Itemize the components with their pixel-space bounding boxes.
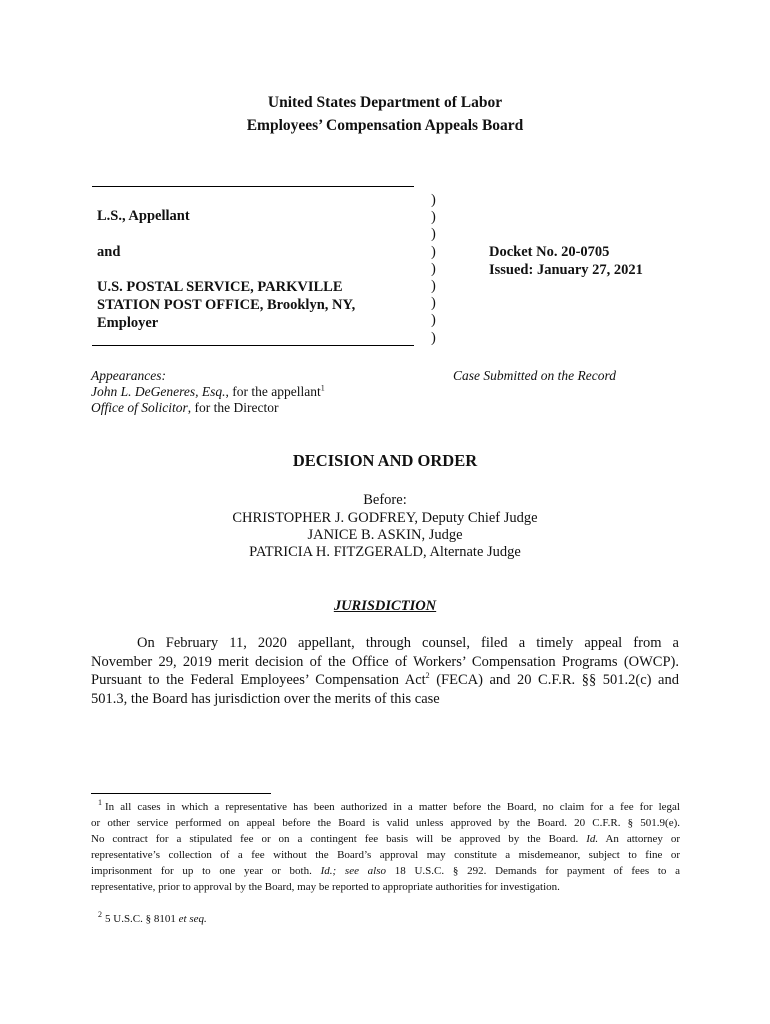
caption-bottom-rule <box>92 345 414 346</box>
caption-top-rule <box>92 186 414 187</box>
footnote-1-see-also: Id.; see also <box>320 865 387 877</box>
director-rep-role: , for the Director <box>187 400 279 415</box>
caption-parentheses: ) ) ) ) ) ) ) ) ) <box>431 192 436 346</box>
caption-and: and <box>97 244 121 260</box>
jurisdiction-line-2: November 29, 2019 merit decision of the Office of Workers’ Compensation Programs (OWCP). <box>91 654 679 670</box>
footnote-1-line-6: representative, prior to approval by the Board, may be reported to appropriate authorities for investigation. <box>91 881 560 893</box>
footnote-1-line-4: representative’s collection of a fee without the Board’s approval may constitute a misdemeanor, subject to fine or <box>91 849 680 861</box>
appellant-representative <box>91 384 325 400</box>
issued-date: Issued: January 27, 2021 <box>489 262 643 278</box>
jurisdiction-heading: JURISDICTION <box>333 598 437 614</box>
jurisdiction-line-3 <box>91 671 679 690</box>
footnote-1-text-3b: An attorney or <box>605 833 681 845</box>
judge-godfrey: CHRISTOPHER J. GODFREY, Deputy Chief Judge <box>232 510 538 526</box>
director-representative <box>91 400 278 416</box>
footnote-1-number: 1 <box>98 798 102 808</box>
footnote-1-id: Id. <box>586 833 599 845</box>
cfr-reference: (FECA) and 20 C.F.R. §§ 501.2(c) and <box>429 672 679 688</box>
appellant-rep-role: , for the appellant <box>225 384 321 399</box>
footnote-ref-2: 2 <box>425 671 430 681</box>
footnote-1-text-3a: No contract for a stipulated fee or on a contingent fee basis will be approved by the Board. <box>91 833 579 845</box>
feca-reference: Pursuant to the Federal Employees’ Compensation Act <box>91 672 426 688</box>
judge-askin: JANICE B. ASKIN, Judge <box>307 527 463 543</box>
footnote-separator <box>91 793 271 794</box>
board-name: Employees’ Compensation Appeals Board <box>246 117 524 134</box>
before-label: Before: <box>363 492 407 508</box>
appellant-rep-name: John L. DeGeneres, Esq. <box>91 384 226 399</box>
footnote-1-text-5b: 18 U.S.C. § 292. Demands for payment of fees to a <box>394 865 680 877</box>
agency-name: United States Department of Labor <box>267 94 503 111</box>
footnote-2 <box>91 912 207 928</box>
jurisdiction-line-1: On February 11, 2020 appellant, through counsel, filed a timely appeal from a <box>137 635 679 651</box>
footnote-1-line-5 <box>91 864 680 880</box>
decision-title: DECISION AND ORDER <box>292 451 478 470</box>
case-submitted-status: Case Submitted on the Record <box>453 368 616 383</box>
footnote-1-line-2: or other service performed on appeal before the Board is valid unless approved by the Board. 20 C.F.R. § 501.9(e). <box>91 817 680 829</box>
footnote-2-number: 2 <box>98 910 102 920</box>
footnote-2-et-seq: et seq. <box>178 913 207 925</box>
docket-number: Docket No. 20-0705 <box>489 244 610 260</box>
footnote-1-line-1 <box>91 800 680 816</box>
footnote-2-text: 5 U.S.C. § 8101 <box>105 913 179 925</box>
footnote-1-text-5a: imprisonment for up to one year or both. <box>91 865 312 877</box>
employer-line-3: Employer <box>97 315 159 331</box>
footnote-1-line-3 <box>91 832 680 848</box>
employer-line-2: STATION POST OFFICE, Brooklyn, NY, <box>97 297 356 313</box>
judge-fitzgerald: PATRICIA H. FITZGERALD, Alternate Judge <box>249 544 521 560</box>
footnote-ref-1: 1 <box>320 383 325 393</box>
employer-line-1: U.S. POSTAL SERVICE, PARKVILLE <box>97 279 343 295</box>
director-rep-name: Office of Solicitor <box>91 400 188 415</box>
jurisdiction-line-4: 501.3, the Board has jurisdiction over the merits of this case <box>91 691 440 707</box>
appearances-label: Appearances: <box>91 368 166 383</box>
footnote-1-text-1: In all cases in which a representative has been authorized in a matter before the Board, no claim for a fee for legal <box>105 801 680 813</box>
appellant-name: L.S., Appellant <box>97 208 190 224</box>
